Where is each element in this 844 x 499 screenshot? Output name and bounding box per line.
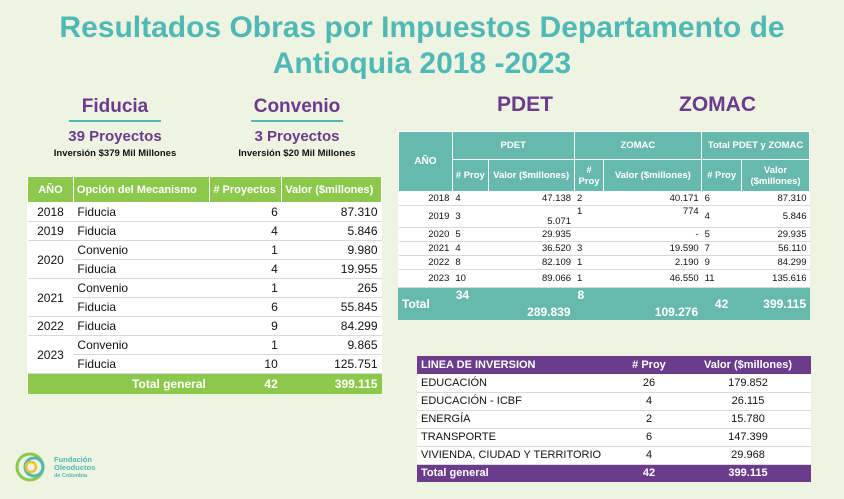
mech-value: 87.310 <box>282 203 382 222</box>
mech-year: 2023 <box>28 336 74 374</box>
pz-zomac-valor: - <box>604 228 702 242</box>
table-row <box>399 270 810 288</box>
pz-total-all-valor: 399.115 <box>742 288 810 320</box>
pz-year: 2019 <box>399 206 453 228</box>
mech-projects: 10 <box>210 355 282 374</box>
fiducia-rule <box>69 120 161 122</box>
table-row <box>399 206 810 228</box>
table-row <box>417 392 811 410</box>
mechanism-header-row <box>28 177 382 203</box>
mech-total-projects: 42 <box>210 374 282 394</box>
lin-valor: 26.115 <box>685 392 811 410</box>
table-row <box>399 192 810 206</box>
mech-year: 2021 <box>28 279 74 317</box>
mech-projects: 4 <box>210 222 282 241</box>
fundacion-logo <box>14 450 124 484</box>
lin-col-proy: # Proy <box>613 356 685 374</box>
mech-projects: 9 <box>210 317 282 336</box>
lin-total-row <box>417 464 811 482</box>
pz-year: 2018 <box>399 192 453 206</box>
mech-value: 84.299 <box>282 317 382 336</box>
pz-year: 2021 <box>399 242 453 256</box>
mech-total-label: Total general <box>28 374 210 394</box>
lin-proy: 26 <box>613 374 685 392</box>
table-row <box>28 222 382 241</box>
lin-total-label: Total general <box>417 464 613 482</box>
pz-total-proy: 6 <box>702 192 742 206</box>
logo-line2: Oleoductos <box>54 463 96 472</box>
pz-total-pdet-valor: 289.839 <box>488 288 574 320</box>
pz-group-pdet: PDET <box>452 132 574 160</box>
pz-total-zomac-proy: 8 <box>574 288 604 320</box>
pz-total-proy: 11 <box>702 270 742 288</box>
table-row <box>28 298 382 317</box>
pz-zomac-proy: 3 <box>574 242 604 256</box>
pz-total-proy: 7 <box>702 242 742 256</box>
fiducia-heading: Fiducia <box>81 96 149 117</box>
pz-zomac-proy <box>574 228 604 242</box>
mech-option: Convenio <box>73 336 209 355</box>
pz-pdet-proy: 4 <box>452 242 488 256</box>
pz-total-valor: 29.935 <box>742 228 810 242</box>
mech-value: 265 <box>282 279 382 298</box>
pz-total-valor: 87.310 <box>742 192 810 206</box>
mech-option: Fiducia <box>73 260 209 279</box>
lin-line: ENERGÍA <box>417 410 613 428</box>
table-row <box>417 428 811 446</box>
mech-total-row <box>28 374 382 394</box>
lin-line: EDUCACIÓN <box>417 374 613 392</box>
fiducia-investment: Inversión $379 Mil Millones <box>53 148 177 159</box>
convenio-heading: Convenio <box>253 96 341 117</box>
pz-group-total: Total PDET y ZOMAC <box>702 132 810 160</box>
convenio-summary <box>222 96 372 159</box>
pz-total-proy: 4 <box>702 206 742 228</box>
mech-option: Fiducia <box>73 222 209 241</box>
pz-zomac-valor: 2.190 <box>604 256 702 270</box>
pz-group-row <box>399 132 810 160</box>
mech-option: Fiducia <box>73 317 209 336</box>
pz-total-label: Total <box>399 288 453 320</box>
pz-total-valor: 135.616 <box>742 270 810 288</box>
pz-pdet-valor: 5.071 <box>488 206 574 228</box>
page-title-line2: Antioquia 2018 -2023 <box>272 47 572 80</box>
lin-proy: 4 <box>613 392 685 410</box>
lin-col-line: LINEA DE INVERSION <box>417 356 613 374</box>
pz-total-valor: 84.299 <box>742 256 810 270</box>
pz-sub-proy: # Proy <box>574 160 604 192</box>
mech-projects: 6 <box>210 203 282 222</box>
convenio-count: 3 Proyectos <box>254 128 340 145</box>
pz-total-all-proy: 42 <box>702 288 742 320</box>
pz-sub-row <box>399 160 810 192</box>
pz-zomac-valor: 46.550 <box>604 270 702 288</box>
lin-total-valor: 399.115 <box>685 464 811 482</box>
logo-line3: de Colombia <box>54 473 88 479</box>
pz-sub-valor: Valor ($millones) <box>488 160 574 192</box>
pz-zomac-proy: 1 <box>574 206 604 228</box>
lin-valor: 29.968 <box>685 446 811 464</box>
pz-total-valor: 5.846 <box>742 206 810 228</box>
lin-line: VIVIENDA, CIUDAD Y TERRITORIO <box>417 446 613 464</box>
table-row <box>28 336 382 355</box>
lin-proy: 6 <box>613 428 685 446</box>
pz-pdet-valor: 47.138 <box>488 192 574 206</box>
pz-total-row <box>399 288 810 320</box>
lin-proy: 4 <box>613 446 685 464</box>
pz-pdet-proy: 4 <box>452 192 488 206</box>
mech-projects: 4 <box>210 260 282 279</box>
mech-value: 19.955 <box>282 260 382 279</box>
table-row <box>399 256 810 270</box>
mech-col-projects: # Proyectos <box>210 177 282 203</box>
logo-line1: Fundación <box>54 455 92 464</box>
table-row <box>28 317 382 336</box>
pz-year: 2023 <box>399 270 453 288</box>
lin-line: TRANSPORTE <box>417 428 613 446</box>
mech-total-value: 399.115 <box>282 374 382 394</box>
table-row <box>417 410 811 428</box>
lin-proy: 2 <box>613 410 685 428</box>
pz-total-proy: 9 <box>702 256 742 270</box>
convenio-investment: Inversión $20 Mil Millones <box>238 148 356 159</box>
mech-option: Fiducia <box>73 203 209 222</box>
pz-zomac-valor: 19.590 <box>604 242 702 256</box>
mech-col-option: Opción del Mecanismo <box>73 177 209 203</box>
lin-total-proy: 42 <box>613 464 685 482</box>
table-row <box>417 374 811 392</box>
spiral-logo-icon <box>14 450 52 484</box>
zomac-heading: ZOMAC <box>679 93 756 116</box>
fiducia-count: 39 Proyectos <box>68 128 162 145</box>
page-title <box>0 10 844 82</box>
pz-year: 2020 <box>399 228 453 242</box>
table-row <box>28 279 382 298</box>
mech-value: 125.751 <box>282 355 382 374</box>
lin-header-row <box>417 356 811 374</box>
lin-col-valor: Valor ($millones) <box>685 356 811 374</box>
pz-pdet-proy: 3 <box>452 206 488 228</box>
fiducia-summary <box>40 96 190 159</box>
mech-year: 2018 <box>28 203 74 222</box>
pz-col-year: AÑO <box>399 132 453 192</box>
table-row <box>28 203 382 222</box>
lin-line: EDUCACIÓN - ICBF <box>417 392 613 410</box>
pz-total-pdet-proy: 34 <box>452 288 488 320</box>
investment-line-table <box>417 356 811 482</box>
pz-sub-proy: # Proy <box>452 160 488 192</box>
pz-zomac-proy: 1 <box>574 256 604 270</box>
mech-projects: 6 <box>210 298 282 317</box>
pz-zomac-valor: 40.171 <box>604 192 702 206</box>
pz-pdet-valor: 89.066 <box>488 270 574 288</box>
pz-zomac-proy: 1 <box>574 270 604 288</box>
pdet-zomac-table <box>398 131 810 320</box>
lin-valor: 147.399 <box>685 428 811 446</box>
mech-value: 5.846 <box>282 222 382 241</box>
mech-year: 2020 <box>28 241 74 279</box>
pz-total-valor: 56.110 <box>742 242 810 256</box>
mech-projects: 1 <box>210 279 282 298</box>
mech-projects: 1 <box>210 336 282 355</box>
convenio-rule <box>251 120 343 122</box>
mech-value: 55.845 <box>282 298 382 317</box>
page-title-line1: Resultados Obras por Impuestos Departamento de <box>59 11 785 44</box>
pz-total-proy: 5 <box>702 228 742 242</box>
pz-pdet-valor: 36.520 <box>488 242 574 256</box>
pz-sub-proy: # Proy <box>702 160 742 192</box>
mech-projects: 1 <box>210 241 282 260</box>
mech-year: 2019 <box>28 222 74 241</box>
pz-year: 2022 <box>399 256 453 270</box>
table-row <box>399 242 810 256</box>
table-row <box>399 228 810 242</box>
mechanism-table <box>27 176 382 394</box>
pz-sub-valor: Valor ($millones) <box>604 160 702 192</box>
mech-year: 2022 <box>28 317 74 336</box>
table-row <box>417 446 811 464</box>
pz-pdet-valor: 82.109 <box>488 256 574 270</box>
mech-value: 9.980 <box>282 241 382 260</box>
pz-sub-valor: Valor ($millones) <box>742 160 810 192</box>
mech-option: Fiducia <box>73 355 209 374</box>
mech-col-value: Valor ($millones) <box>282 177 382 203</box>
pz-pdet-proy: 8 <box>452 256 488 270</box>
mech-option: Convenio <box>73 279 209 298</box>
lin-valor: 179.852 <box>685 374 811 392</box>
pz-group-zomac: ZOMAC <box>574 132 702 160</box>
pz-zomac-valor: 774 <box>604 206 702 228</box>
table-row <box>28 355 382 374</box>
pz-pdet-proy: 5 <box>452 228 488 242</box>
pdet-heading: PDET <box>497 93 554 116</box>
pz-total-zomac-valor: 109.276 <box>604 288 702 320</box>
mech-option: Fiducia <box>73 298 209 317</box>
mech-value: 9.865 <box>282 336 382 355</box>
pz-pdet-valor: 29.935 <box>488 228 574 242</box>
logo-text <box>54 456 95 480</box>
table-row <box>28 241 382 260</box>
mech-col-year: AÑO <box>28 177 74 203</box>
lin-valor: 15.780 <box>685 410 811 428</box>
pz-zomac-proy: 2 <box>574 192 604 206</box>
mech-option: Convenio <box>73 241 209 260</box>
table-row <box>28 260 382 279</box>
pz-pdet-proy: 10 <box>452 270 488 288</box>
